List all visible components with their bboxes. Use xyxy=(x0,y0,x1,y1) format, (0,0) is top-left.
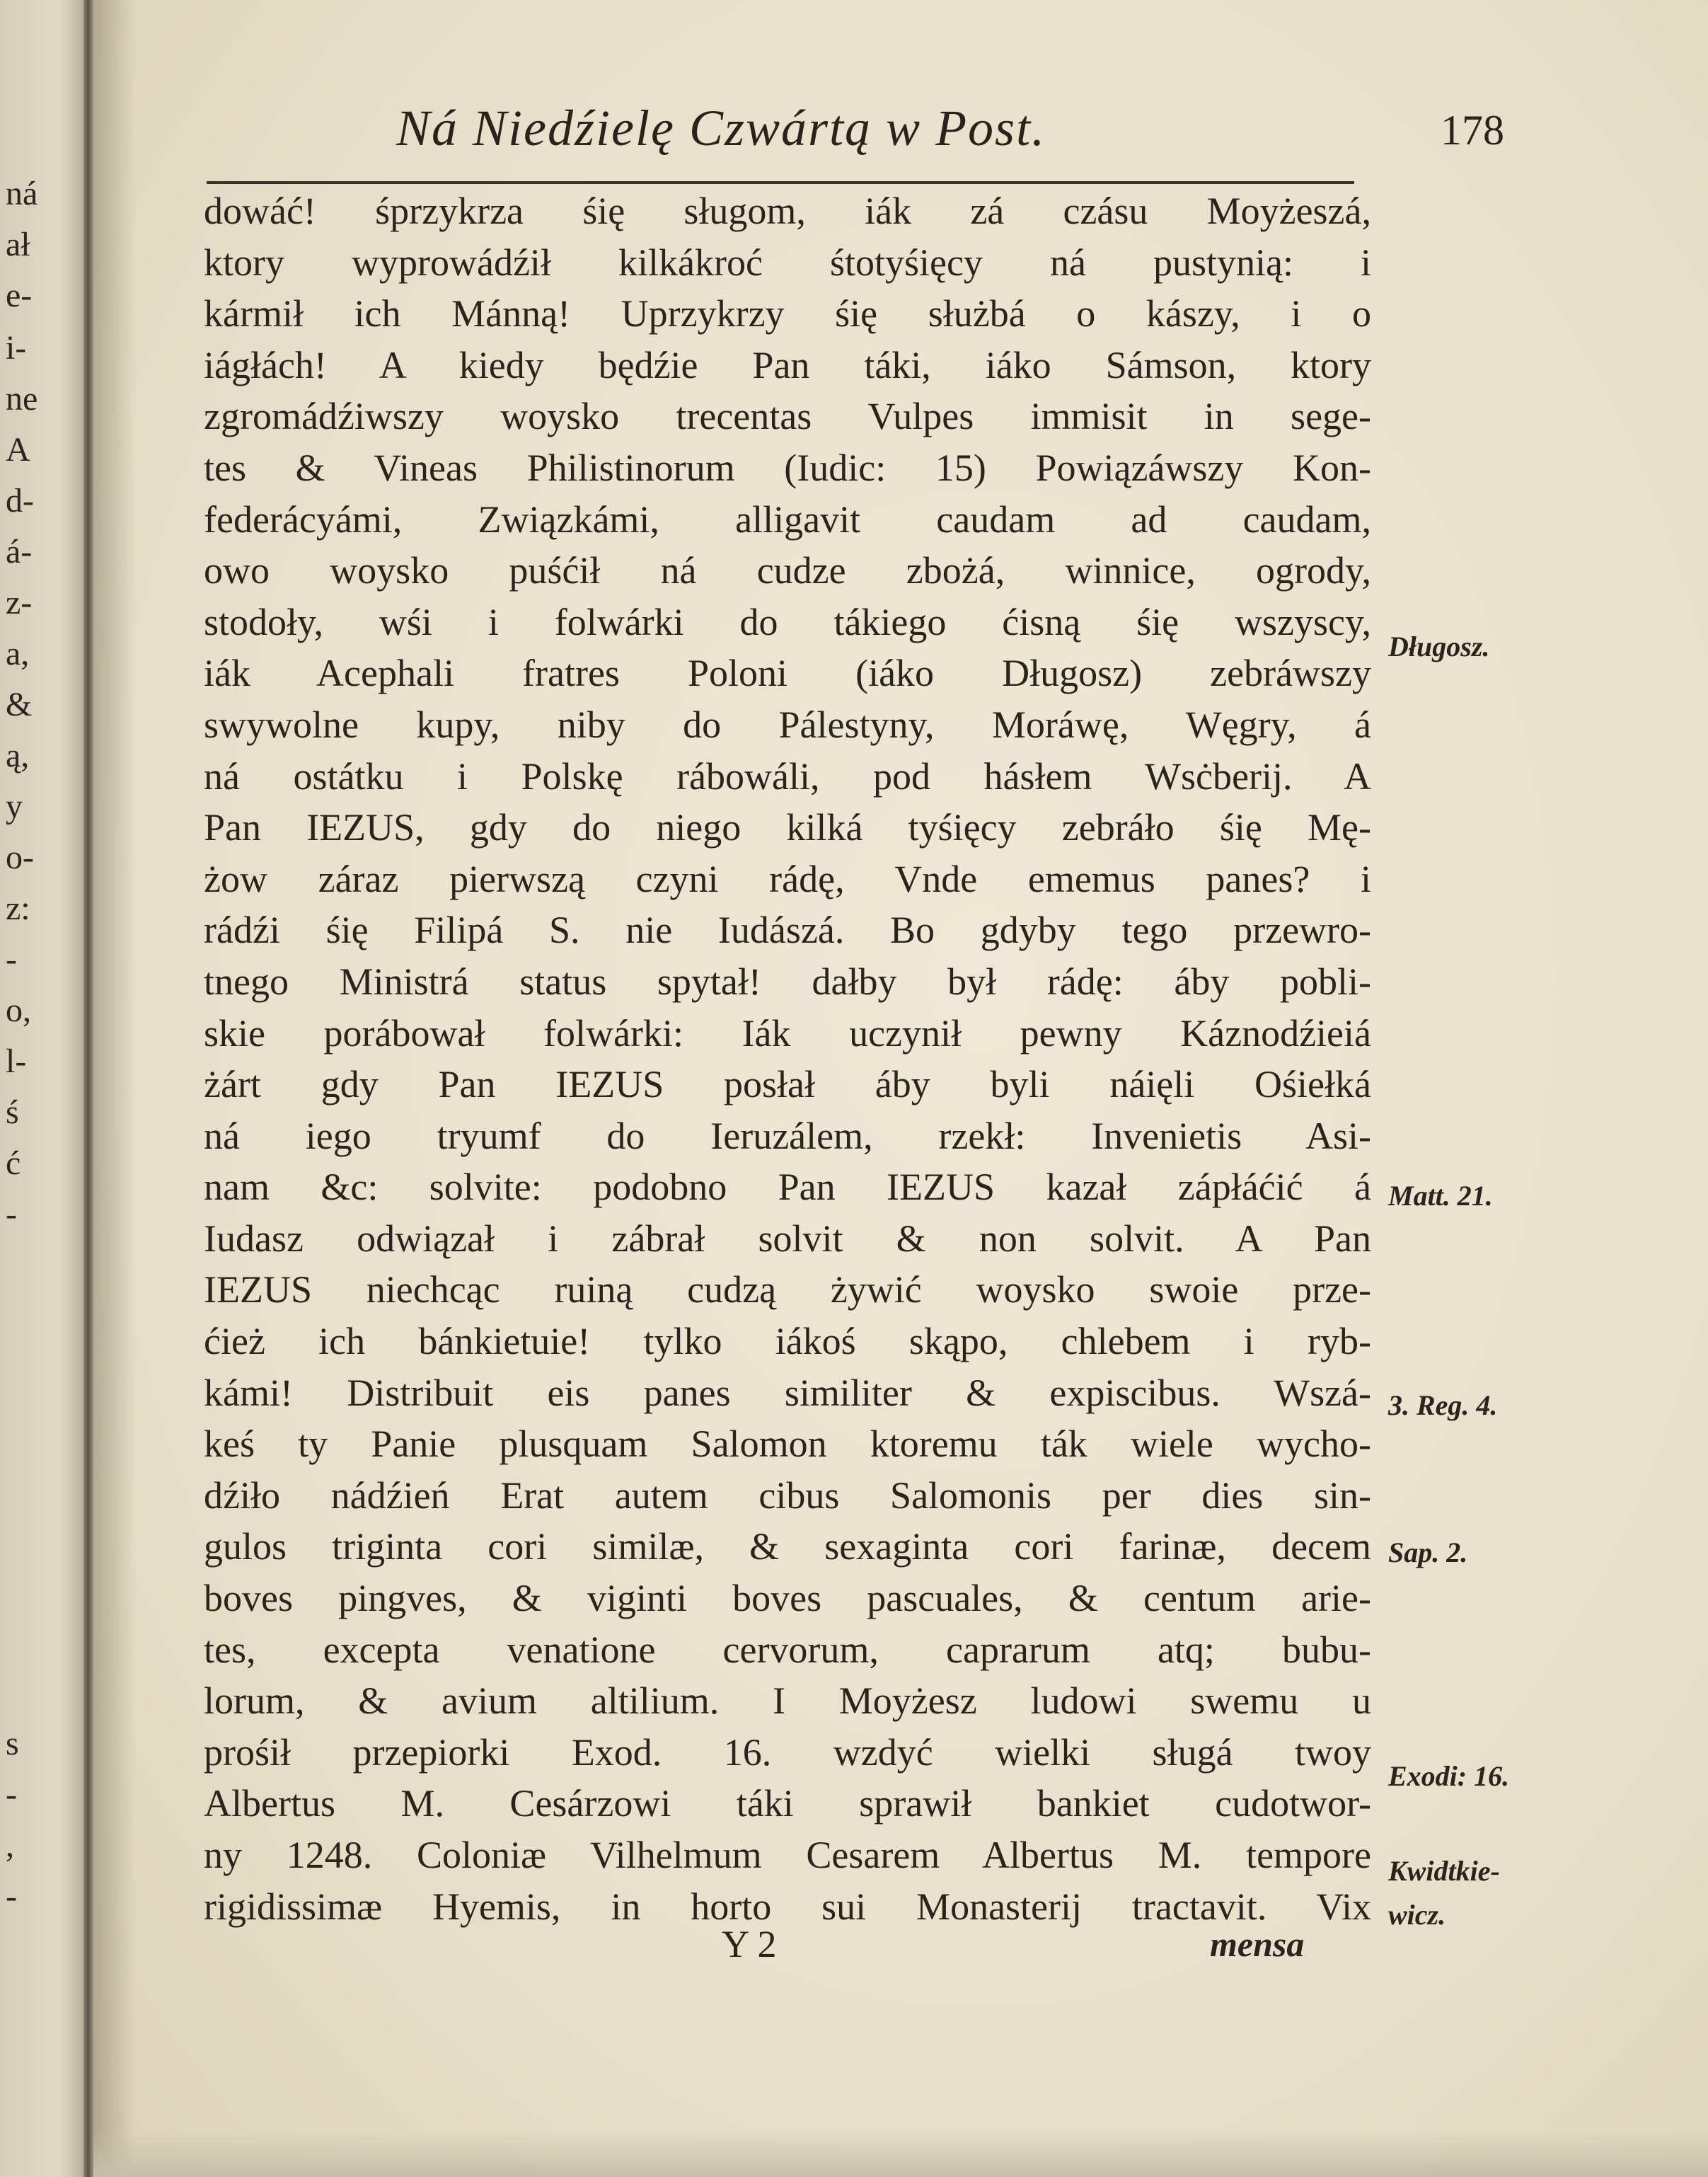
header-rule xyxy=(207,181,1354,184)
text-line: dowáć! śprzykrza śię sługom, iák zá czásu Moyżeszá, xyxy=(204,190,1371,232)
facing-page-edge xyxy=(0,0,85,2177)
margin-note: 3. Reg. 4. xyxy=(1388,1389,1498,1421)
facing-page-fragment: z: xyxy=(6,890,30,927)
text-line: dźiło nádźień Erat autem cibus Salomonis per dies sin- xyxy=(204,1474,1371,1517)
text-line: Pan IEZUS, gdy do niego kilká tyśięcy zebráło śię Mę- xyxy=(204,806,1371,849)
facing-page-fragment: - xyxy=(6,941,17,978)
facing-page-fragment: ał xyxy=(6,226,30,263)
text-line: nam &c: solvite: podobno Pan IEZUS kazał zápłáćić á xyxy=(204,1166,1371,1209)
margin-note: Długosz. xyxy=(1388,631,1490,662)
page-bottom-edge xyxy=(93,2130,1708,2177)
facing-page-fragment: , xyxy=(6,1827,14,1864)
text-line: lorum, & avium altilium. I Moyżesz ludowi swemu u xyxy=(204,1679,1371,1723)
margin-note: Exodi: 16. xyxy=(1388,1760,1510,1792)
text-line: tes & Vineas Philistinorum (Iudic: 15) Powiązáwszy Kon- xyxy=(204,446,1371,489)
text-line: ná ostátku i Polskę rábowáli, pod hásłem Wsċberij. A xyxy=(204,754,1371,798)
text-line: federácyámi, Związkámi, alligavit caudam ad caudam, xyxy=(204,498,1371,541)
text-line: kámi! Distribuit eis panes similiter & expiscibus. Wszá- xyxy=(204,1371,1371,1414)
text-line: gulos triginta cori similæ, & sexaginta cori farinæ, decem xyxy=(204,1525,1371,1568)
text-line: keś ty Panie plusquam Salomon ktoremu ták wiele wycho- xyxy=(204,1423,1371,1466)
text-line: tnego Ministrá status spytał! dałby był rádę: áby pobli- xyxy=(204,960,1371,1003)
text-line: skie porábował folwárki: Iák uczynił pewny Káznodźieiá xyxy=(204,1011,1371,1055)
facing-page-fragment: - xyxy=(6,1878,17,1915)
book-gutter xyxy=(83,0,93,2177)
margin-note: Matt. 21. xyxy=(1388,1180,1493,1212)
facing-page-fragment: a, xyxy=(6,635,30,672)
text-line: Albertus M. Cesárzowi táki sprawił bankiet cudotwor- xyxy=(204,1782,1371,1825)
margin-note: wicz. xyxy=(1388,1899,1446,1931)
facing-page-fragment: ć xyxy=(6,1144,21,1182)
running-head: Ná Niedźielę Czwártą w Post. xyxy=(396,100,1046,156)
page-number: 178 xyxy=(1441,107,1504,154)
body-text xyxy=(204,185,1371,1932)
text-line: Iudasz odwiązał i zábrał solvit & non solvit. A Pan xyxy=(204,1217,1371,1260)
facing-page-fragment: A xyxy=(6,431,30,469)
text-line: zgromádźiwszy woysko trecentas Vulpes immisit in sege- xyxy=(204,395,1371,438)
facing-page-fragment: ná xyxy=(6,175,38,212)
margin-note: Kwidtkie- xyxy=(1388,1855,1500,1887)
facing-page-fragment: y xyxy=(6,788,23,825)
text-line: iágłách! A kiedy będźie Pan táki, iáko Sámson, ktory xyxy=(204,343,1371,386)
facing-page-fragment: - xyxy=(6,1776,17,1813)
text-line: ny 1248. Coloniæ Vilhelmum Cesarem Albertus M. tempore xyxy=(204,1834,1371,1876)
gutter-shadow xyxy=(93,0,136,2177)
text-line: rigidissimæ Hyemis, in horto sui Monasterij tractavit. Vix xyxy=(204,1885,1371,1928)
text-line: żárt gdy Pan IEZUS posłał áby byli náięli Ośiełká xyxy=(204,1063,1371,1106)
text-line: boves pingves, & viginti boves pascuales, & centum arie- xyxy=(204,1577,1371,1620)
facing-page-fragment: & xyxy=(6,686,33,723)
facing-page-fragment: s xyxy=(6,1725,19,1762)
margin-note: Sap. 2. xyxy=(1388,1536,1468,1568)
text-line: stodoły, wśi i folwárki do tákiego ćisną śię wszyscy, xyxy=(204,600,1371,643)
facing-page-fragment: ś xyxy=(6,1093,19,1131)
facing-page-fragment: e- xyxy=(6,277,33,314)
facing-page-fragment: ne xyxy=(6,380,38,418)
text-line: owo woysko puśćił ná cudze zbożá, winnice, ogrody, xyxy=(204,549,1371,592)
signature-mark: Y 2 xyxy=(722,1923,777,1965)
text-line: ćież ich bánkietuie! tylko iákoś skąpo, chlebem i ryb- xyxy=(204,1320,1371,1363)
facing-page-fragment: - xyxy=(6,1195,17,1233)
text-line: ktory wyprowádźił kilkákroć śtotyśięcy ná pustynią: i xyxy=(204,241,1371,284)
text-line: prośił przepiorki Exod. 16. wzdyć wielki sługá twoy xyxy=(204,1730,1371,1774)
text-line: ná iego tryumf do Ieruzálem, rzekł: Invenietis Asi- xyxy=(204,1114,1371,1157)
text-line: kármił ich Mánną! Uprzykrzy śię służbá o kászy, i o xyxy=(204,292,1371,335)
text-line: rádźi śię Filipá S. nie Iudászá. Bo gdyby tego przewro- xyxy=(204,909,1371,952)
catchword: mensa xyxy=(1210,1924,1305,1964)
text-line: żow záraz pierwszą czyni rádę, Vnde ememus panes? i xyxy=(204,857,1371,900)
facing-page-fragment: z- xyxy=(6,584,33,621)
facing-page-fragment: d- xyxy=(6,482,34,519)
facing-page-fragment: o- xyxy=(6,839,34,876)
facing-page-fragment: á- xyxy=(6,533,33,570)
text-line: swywolne kupy, niby do Pálestyny, Moráwę, Węgry, á xyxy=(204,703,1371,746)
facing-page-fragment: l- xyxy=(6,1042,27,1080)
facing-page-fragment: i- xyxy=(6,329,27,367)
text-line: IEZUS niechcąc ruiną cudzą żywić woysko swoie prze- xyxy=(204,1268,1371,1311)
facing-page-fragment: o, xyxy=(6,992,31,1029)
facing-page-fragment: ą, xyxy=(6,737,30,774)
text-line: iák Acephali fratres Poloni (iáko Długosz) zebráwszy xyxy=(204,652,1371,695)
text-line: tes, excepta venatione cervorum, caprarum atq; bubu- xyxy=(204,1628,1371,1671)
